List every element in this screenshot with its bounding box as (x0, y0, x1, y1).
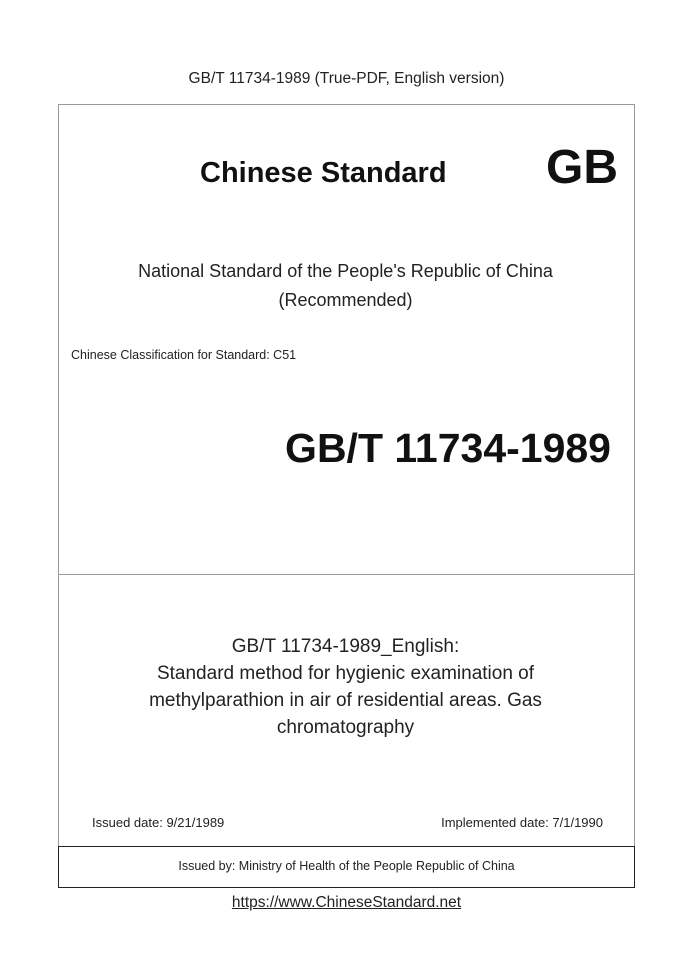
title-line: Standard method for hygienic examination of (156, 663, 535, 684)
issued-date: Issued date: 9/21/1989 (92, 815, 225, 830)
issuer-section (58, 846, 635, 888)
recommended-line: (Recommended) (278, 290, 413, 310)
title-line: methylparathion in air of residential areas. Gas (149, 690, 542, 711)
standard-code: GB/T 11734-1989 (285, 425, 611, 471)
footer-link[interactable]: https://www.ChineseStandard.net (231, 894, 462, 911)
standard-title (58, 633, 633, 741)
gb-mark: GB (546, 141, 618, 194)
document-header: GB/T 11734-1989 (True-PDF, English version) (188, 70, 505, 87)
implemented-date: Implemented date: 7/1/1990 (441, 815, 603, 830)
classification-text: Chinese Classification for Standard: C51 (71, 348, 297, 362)
national-standard-text (58, 257, 633, 315)
title-line: GB/T 11734-1989_English: (231, 636, 460, 657)
issuer-text: Issued by: Ministry of Health of the People Republic of China (178, 859, 515, 873)
title-line: chromatography (276, 717, 415, 738)
chinese-standard-heading: Chinese Standard (200, 157, 447, 189)
national-standard-line: National Standard of the People's Republic of China (138, 261, 553, 281)
